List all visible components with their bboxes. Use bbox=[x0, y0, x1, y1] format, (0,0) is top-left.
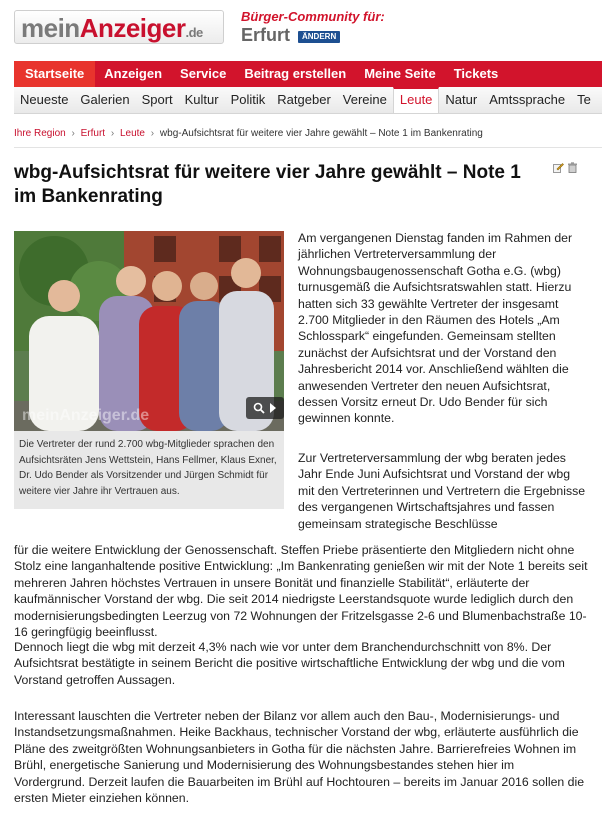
article-paragraph: Zur Vertreterversammlung der wbg beraten jedes Jahr Ende Juni Aufsichtsrat und Vorstand der wbg mit den Vertreterinnen und Vertretern die Ergebnisse des vergangenen Wirtschaftsjahres und fassen gemeinsam strategische Beschlüsse bbox=[298, 451, 586, 531]
sub-nav bbox=[14, 87, 602, 114]
article-paragraph: für die weitere Entwicklung der Genossenschaft. Steffen Priebe präsentierte den Mitgliedern nicht ohne Stolz eine langanhaltende positive Entwicklung: „Im Bankenrating genießen wir mit der Note 1 bereits seit mehreren Jahren höchstes Vertrauen in unsere Bonität und finanzielle Stabilität“, erläuterte der kaufmännischer Vorstand der wbg. Die seit 2014 niedrigste Leerstandsquote wurde lediglich durch den modernisierungsbedingten Leerzug von 72 Wohnungen der Fritzelsgasse 2-6 und Blumenbachstraße 10-16 geringfügig beeinflusst. bbox=[14, 543, 588, 640]
main-nav-service[interactable]: Service bbox=[180, 66, 227, 81]
community-label: Bürger-Community für: bbox=[241, 9, 385, 24]
article-photo[interactable] bbox=[14, 231, 284, 431]
logo-mein: mein bbox=[21, 13, 80, 43]
sub-nav-natur[interactable]: Natur bbox=[445, 92, 478, 107]
logo-de: .de bbox=[185, 25, 203, 40]
sub-nav-galerien[interactable]: Galerien bbox=[80, 92, 130, 107]
main-nav bbox=[14, 61, 602, 87]
change-city-button[interactable]: ÄNDERN bbox=[298, 31, 340, 43]
sub-nav-more[interactable]: Te bbox=[577, 92, 591, 107]
breadcrumb-separator: › bbox=[110, 128, 115, 139]
zoom-button[interactable] bbox=[246, 397, 284, 419]
main-nav-tickets[interactable]: Tickets bbox=[453, 66, 499, 81]
breadcrumb-ihre-region[interactable]: Ihre Region bbox=[14, 128, 66, 139]
site-header bbox=[0, 0, 602, 58]
divider bbox=[14, 147, 602, 148]
article-paragraph: Interessant lauschten die Vertreter neben der Bilanz vor allem auch den Bau-, Modernisierungs- und Instandsetzungsmaßnahmen. Heike Backhaus, technischer Vorstand der wbg, erläuterte ausführlich die Pläne des zweitgrößten Wohnungsanbieters in Gotha für die nächsten Jahre. Barrierefreies Wohnen im Brühl, energetische Sanierung und Modernisierung des Wohnungsbestandes stehen hier im Vordergrund. Derzeit laufen die Bauarbeiten im Brühl auf Hochtouren – bereits im Januar 2016 sollen die ersten Mieter einziehen können. bbox=[14, 709, 585, 806]
main-nav-meine-seite[interactable]: Meine Seite bbox=[364, 66, 436, 81]
edit-icon[interactable] bbox=[553, 162, 564, 173]
main-nav-beitrag-erstellen[interactable]: Beitrag erstellen bbox=[244, 66, 347, 81]
article-paragraph: Am vergangenen Dienstag fanden im Rahmen der jährlichen Vertreterversammlung der Wohnungsbaugenossenschaft Gotha e.G. (wbg) turnusgemäß die Aufsichtsratswahlen statt. Hierzu hatten sich 33 gewählte Vertreter der insgesamt 2.700 Mitglieder in den Räumen des Hotels „Am Schlosspark“ eingefunden. Gemeinsam stellten zunächst der Aufsichtsrat und der Vorstand den Jahresbericht 2014 vor. Anschließend wählten die anwesenden Vertreter den neuen Aufsichtsrat, dessen Vorsitz erneut Dr. Udo Bender für sich gewinnen konnte. bbox=[298, 231, 573, 426]
article-title: wbg-Aufsichtsrat für weitere vier Jahre gewählt – Note 1 im Bankenrating bbox=[14, 162, 521, 207]
trash-icon[interactable] bbox=[567, 162, 578, 173]
next-arrow-icon bbox=[269, 403, 277, 413]
breadcrumb-separator: › bbox=[150, 128, 155, 139]
main-nav-startseite[interactable]: Startseite bbox=[14, 61, 95, 87]
city-name: Erfurt bbox=[241, 25, 290, 45]
photo-watermark: meinAnzeiger.de bbox=[22, 407, 150, 424]
article-image-box bbox=[14, 231, 284, 509]
sub-nav-leute[interactable]: Leute bbox=[393, 87, 440, 113]
breadcrumb-leute[interactable]: Leute bbox=[119, 128, 145, 139]
breadcrumb-current: wbg-Aufsichtsrat für weitere vier Jahre gewählt – Note 1 im Bankenrating bbox=[159, 128, 483, 139]
breadcrumb-erfurt[interactable]: Erfurt bbox=[80, 128, 106, 139]
main-nav-anzeigen[interactable]: Anzeigen bbox=[104, 66, 163, 81]
sub-nav-politik[interactable]: Politik bbox=[230, 92, 266, 107]
sub-nav-neueste[interactable]: Neueste bbox=[20, 92, 69, 107]
article-tools bbox=[553, 162, 578, 173]
logo-anzeiger: Anzeiger bbox=[79, 13, 186, 43]
site-logo[interactable] bbox=[14, 10, 224, 44]
breadcrumb bbox=[14, 128, 483, 139]
sub-nav-sport[interactable]: Sport bbox=[141, 92, 173, 107]
sub-nav-ratgeber[interactable]: Ratgeber bbox=[277, 92, 331, 107]
article-paragraph: Dennoch liegt die wbg mit derzeit 4,3% nach wie vor unter dem Branchendurchschnitt von 8%. Der Aufsichtsrat bestätigte in seinem Bericht die positive wirtschaftliche Entwicklung der wbg und die vom Vorstand getroffen Aussagen. bbox=[14, 640, 565, 687]
sub-nav-vereine[interactable]: Vereine bbox=[342, 92, 387, 107]
photo-caption: Die Vertreter der rund 2.700 wbg-Mitglieder sprachen den Aufsichtsräten Jens Wettstein, Hans Fellmer, Klaus Exner, Dr. Udo Bender als Vorsitzender und Jürgen Schmidt für weitere vier Jahre ihr Vertrauen aus. bbox=[19, 439, 277, 497]
breadcrumb-separator: › bbox=[71, 128, 75, 139]
sub-nav-amtssprache[interactable]: Amtssprache bbox=[489, 92, 566, 107]
magnifier-icon bbox=[253, 402, 265, 414]
sub-nav-kultur[interactable]: Kultur bbox=[184, 92, 219, 107]
